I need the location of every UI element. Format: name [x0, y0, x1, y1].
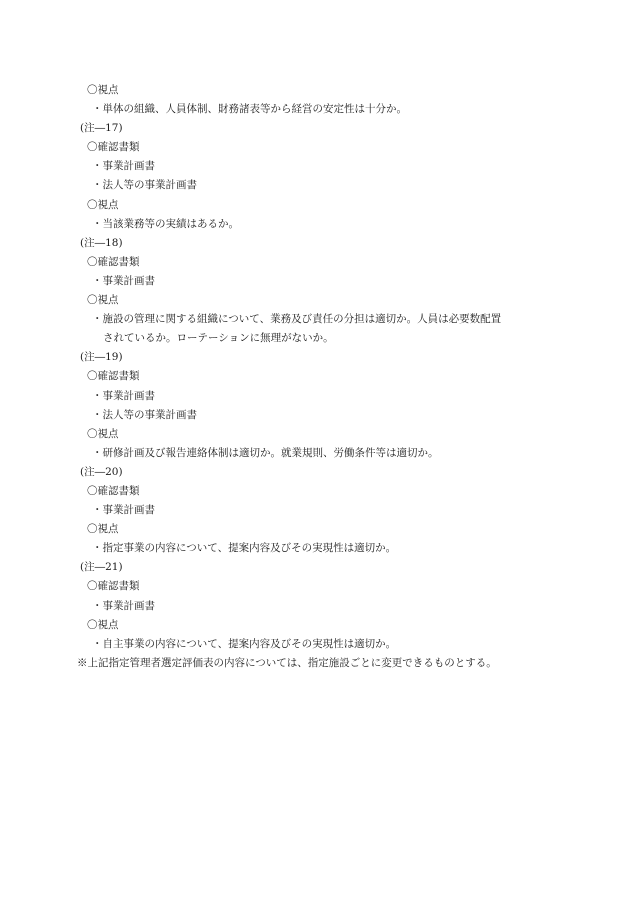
bullet-item: ・研修計画及び報告連絡体制は適切か。就業規則、労働条件等は適切か。	[92, 446, 439, 459]
note-heading: (注―18)	[80, 236, 123, 249]
section-heading: 〇確認書類	[87, 484, 140, 497]
bullet-item: ・法人等の事業計画書	[92, 408, 197, 421]
bullet-item: ・事業計画書	[92, 504, 155, 517]
section-heading: 〇視点	[87, 523, 119, 536]
section-heading: 〇確認書類	[87, 370, 140, 383]
section-heading: 〇視点	[87, 618, 119, 631]
section-heading: 〇視点	[87, 294, 119, 307]
section-heading: 〇確認書類	[87, 141, 140, 154]
bullet-item: ・事業計画書	[92, 389, 155, 402]
bullet-item: ・法人等の事業計画書	[92, 179, 197, 192]
bullet-item: ・事業計画書	[92, 160, 155, 173]
section-heading: 〇確認書類	[87, 580, 140, 593]
bullet-item: ・自主事業の内容について、提案内容及びその実現性は適切か。	[92, 637, 397, 650]
note-heading: (注―20)	[80, 465, 123, 478]
document-body	[0, 81, 630, 673]
section-heading: 〇視点	[87, 84, 119, 96]
section-heading: 〇確認書類	[87, 255, 140, 268]
note-heading: (注―19)	[80, 351, 123, 364]
bullet-item: ・指定事業の内容について、提案内容及びその実現性は適切か。	[92, 542, 397, 555]
bullet-item: ・事業計画書	[92, 274, 155, 287]
bullet-item: ・施設の管理に関する組織について、業務及び責任の分担は適切か。人員は必要数配置	[92, 313, 502, 326]
note-heading: (注―17)	[80, 122, 123, 135]
section-heading: 〇視点	[87, 427, 119, 440]
note-heading: (注―21)	[80, 561, 123, 574]
bullet-item: ・事業計画書	[92, 599, 155, 612]
bullet-continuation: されているか。ローテーションに無理がないか。	[103, 332, 334, 345]
footnote: ※上記指定管理者選定評価表の内容については、指定施設ごとに変更できるものとする。	[77, 656, 497, 669]
bullet-item: ・単体の組織、人員体制、財務諸表等から経営の安定性は十分か。	[92, 103, 407, 116]
bullet-item: ・当該業務等の実績はあるか。	[92, 217, 239, 230]
section-heading: 〇視点	[87, 198, 119, 211]
